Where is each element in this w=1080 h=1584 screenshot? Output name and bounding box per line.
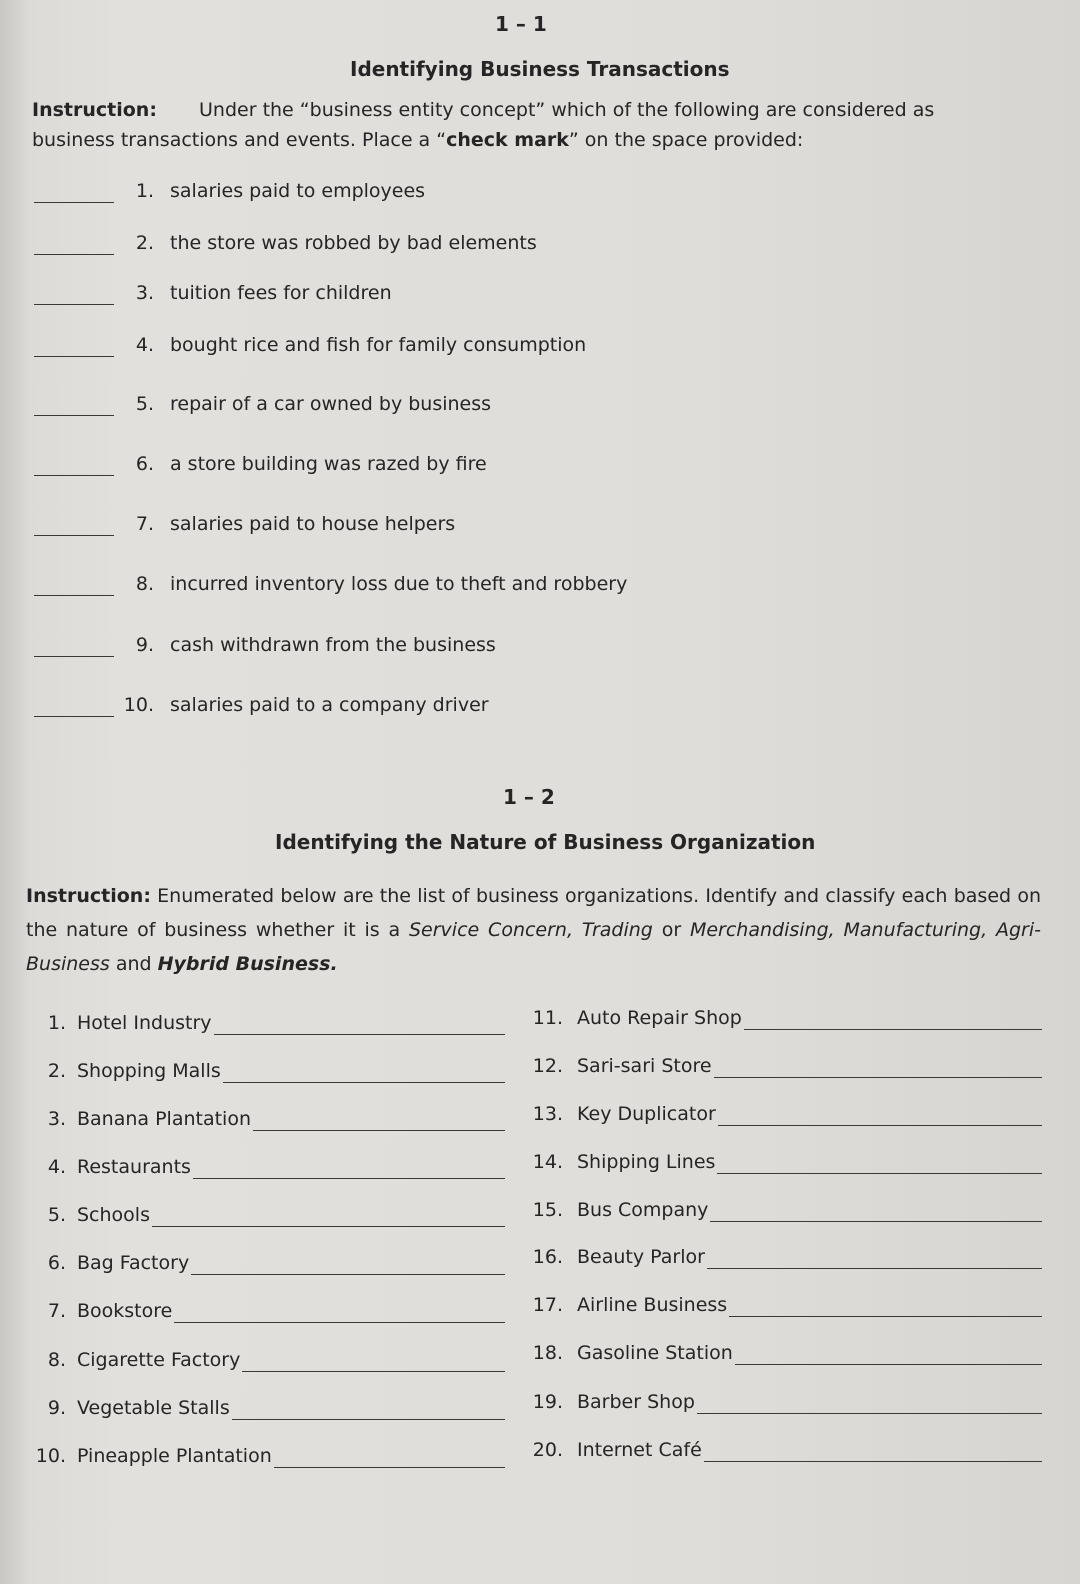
instruction-check-mark: check mark [446, 129, 569, 151]
item-number: 17. [532, 1294, 563, 1316]
item-text: incurred inventory loss due to theft and robbery [170, 573, 628, 595]
instruction-label: Instruction: [32, 99, 157, 121]
answer-blank[interactable] [274, 1467, 505, 1468]
item-number: 1. [47, 1012, 66, 1034]
item-number: 4. [47, 1156, 66, 1178]
item-number: 10. [35, 1445, 66, 1467]
item-number: 9. [47, 1397, 66, 1419]
check-mark-blank[interactable] [34, 415, 114, 416]
organization-name: Shipping Lines [577, 1151, 716, 1173]
item-number: 8. [47, 1349, 66, 1371]
item-number: 15. [532, 1199, 563, 1221]
answer-blank[interactable] [744, 1029, 1042, 1030]
section-1-number: 1 – 1 [495, 12, 547, 36]
answer-blank[interactable] [174, 1322, 505, 1323]
instruction-2-service: Service Concern, [409, 919, 574, 941]
item-number: 8. [135, 573, 154, 595]
organization-name: Hotel Industry [77, 1012, 212, 1034]
item-text: tuition fees for children [170, 282, 392, 304]
answer-blank[interactable] [253, 1130, 505, 1131]
item-text: repair of a car owned by business [170, 393, 492, 415]
answer-blank[interactable] [242, 1371, 505, 1372]
instruction-2-text: Enumerated below are the list of business organizations. Identify and classify each based on the nature of business whether it is a [26, 885, 1041, 941]
organization-name: Barber Shop [577, 1391, 695, 1413]
instruction-2-hybrid: Hybrid Business. [157, 953, 338, 975]
answer-blank[interactable] [717, 1173, 1042, 1174]
check-mark-blank[interactable] [34, 202, 114, 203]
item-number: 10. [123, 694, 154, 716]
organization-name: Airline Business [577, 1294, 728, 1316]
item-number: 9. [135, 634, 154, 656]
organization-name: Shopping Malls [77, 1060, 221, 1082]
instruction-2-space [573, 919, 582, 941]
item-number: 5. [47, 1204, 66, 1226]
item-number: 4. [135, 334, 154, 356]
item-number: 3. [47, 1108, 66, 1130]
answer-blank[interactable] [710, 1221, 1042, 1222]
organization-name: Bus Company [577, 1199, 709, 1221]
item-number: 19. [532, 1391, 563, 1413]
instruction-line-2-end: ” on the space provided: [568, 129, 804, 151]
check-mark-blank[interactable] [34, 304, 114, 305]
item-text: salaries paid to house helpers [170, 513, 456, 535]
answer-blank[interactable] [152, 1226, 505, 1227]
item-number: 12. [532, 1055, 563, 1077]
answer-blank[interactable] [697, 1413, 1042, 1414]
item-text: bought rice and fish for family consumption [170, 334, 587, 356]
check-mark-blank[interactable] [34, 595, 114, 596]
section-2-number: 1 – 2 [503, 785, 555, 809]
instruction-line-2: business transactions and events. Place a “ [32, 129, 447, 151]
item-text: salaries paid to a company driver [170, 694, 489, 716]
section-2-instruction [26, 879, 1041, 981]
check-mark-blank[interactable] [34, 535, 114, 536]
answer-blank[interactable] [223, 1082, 505, 1083]
organization-name: Bag Factory [77, 1252, 190, 1274]
item-number: 6. [47, 1252, 66, 1274]
check-mark-blank[interactable] [34, 254, 114, 255]
item-text: cash withdrawn from the business [170, 634, 496, 656]
item-number: 7. [135, 513, 154, 535]
item-number: 20. [532, 1439, 563, 1461]
item-number: 3. [135, 282, 154, 304]
item-number: 13. [532, 1103, 563, 1125]
instruction-2-trading: Trading [581, 919, 653, 941]
item-number: 14. [532, 1151, 563, 1173]
section-2-title: Identifying the Nature of Business Organization [275, 830, 816, 854]
organization-name: Vegetable Stalls [77, 1397, 230, 1419]
organization-name: Cigarette Factory [77, 1349, 241, 1371]
organization-name: Internet Café [577, 1439, 702, 1461]
organization-name: Bookstore [77, 1300, 173, 1322]
item-number: 18. [532, 1342, 563, 1364]
organization-name: Pineapple Plantation [77, 1445, 272, 1467]
answer-blank[interactable] [191, 1274, 505, 1275]
organization-name: Gasoline Station [577, 1342, 733, 1364]
instruction-2-merch: Merchandising, Manufacturing, Agri-Business [26, 919, 1041, 975]
organization-name: Beauty Parlor [577, 1246, 705, 1268]
check-mark-blank[interactable] [34, 356, 114, 357]
organization-name: Sari-sari Store [577, 1055, 712, 1077]
answer-blank[interactable] [729, 1316, 1042, 1317]
check-mark-blank[interactable] [34, 475, 114, 476]
item-number: 1. [135, 180, 154, 202]
organization-name: Banana Plantation [77, 1108, 251, 1130]
organization-name: Restaurants [77, 1156, 191, 1178]
item-number: 5. [135, 393, 154, 415]
answer-blank[interactable] [232, 1419, 505, 1420]
item-text: salaries paid to employees [170, 180, 426, 202]
answer-blank[interactable] [735, 1364, 1042, 1365]
item-number: 11. [532, 1007, 563, 1029]
answer-blank[interactable] [718, 1125, 1042, 1126]
item-number: 2. [135, 232, 154, 254]
instruction-2-and: and [109, 953, 158, 975]
answer-blank[interactable] [714, 1077, 1042, 1078]
section-1-instruction [32, 95, 1042, 155]
item-number: 7. [47, 1300, 66, 1322]
instruction-line-1: Under the “business entity concept” which of the following are considered as [199, 99, 935, 121]
organization-name: Schools [77, 1204, 150, 1226]
item-text: the store was robbed by bad elements [170, 232, 537, 254]
item-number: 2. [47, 1060, 66, 1082]
instruction-2-label: Instruction: [26, 885, 151, 907]
item-number: 6. [135, 453, 154, 475]
organization-name: Auto Repair Shop [577, 1007, 742, 1029]
answer-blank[interactable] [193, 1178, 505, 1179]
instruction-2-or: or [652, 919, 690, 941]
section-1-title: Identifying Business Transactions [350, 57, 730, 81]
answer-blank[interactable] [707, 1268, 1042, 1269]
answer-blank[interactable] [214, 1034, 505, 1035]
check-mark-blank[interactable] [34, 656, 114, 657]
answer-blank[interactable] [704, 1461, 1042, 1462]
item-text: a store building was razed by fire [170, 453, 487, 475]
item-number: 16. [532, 1246, 563, 1268]
organization-name: Key Duplicator [577, 1103, 716, 1125]
check-mark-blank[interactable] [34, 716, 114, 717]
